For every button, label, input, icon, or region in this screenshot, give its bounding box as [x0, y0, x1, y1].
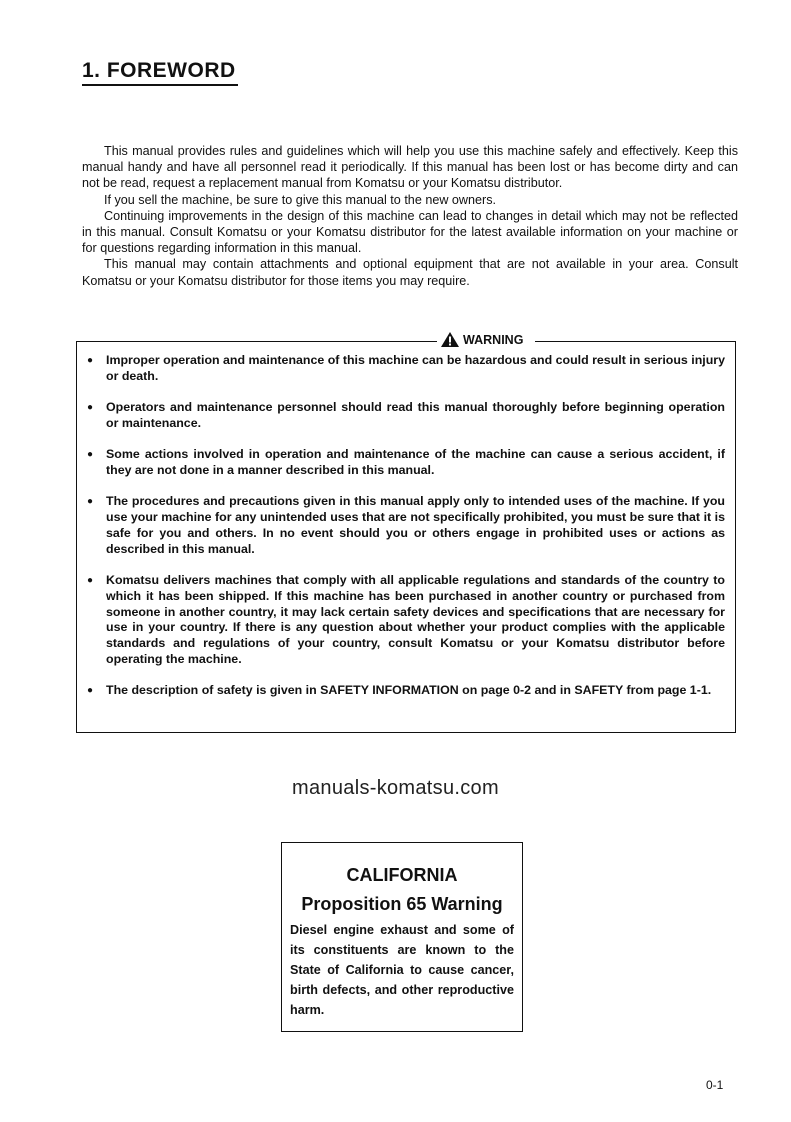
intro-paragraph: This manual provides rules and guidelines which will help you use this machine safely and effectively. Keep this manual handy and have all personnel read it periodically. If this manual has been lost or has become dirty and can not be read, request a replacement manual from Komatsu or your Komatsu distributor. [82, 144, 738, 191]
foreword-intro [82, 143, 738, 289]
prop65-heading: Proposition 65 Warning [301, 894, 503, 914]
california-prop65-box [281, 842, 523, 1032]
list-item: ● Improper operation and maintenance of this machine can be hazardous and could result in serious injury or death. [87, 353, 725, 383]
warning-box [76, 332, 736, 733]
bullet-icon: ● [87, 685, 94, 697]
divider [535, 341, 735, 342]
intro-paragraph: This manual may contain attachments and optional equipment that are not available in your area. Consult Komatsu or your Komatsu distributor for those items you may require. [82, 257, 738, 288]
warning-list [87, 353, 725, 715]
california-heading: CALIFORNIA [346, 865, 458, 885]
list-item: ● The description of safety is given in SAFETY INFORMATION on page 0-2 and in SAFETY from page 1-1. [87, 683, 712, 698]
bullet-icon: ● [87, 402, 94, 414]
divider [77, 341, 437, 342]
list-item: ● Komatsu delivers machines that comply with all applicable regulations and standards of the country to which it has been shipped. If this machine has been purchased in another country or purchased from someone in another country, it may lack certain safety devices and specifications that are necessary for use in your country. If there is any question about whether your product complies with the applicable standards and regulations of your country, consult Komatsu or your Komatsu distributor before operating the machine. [87, 572, 725, 666]
page-title: 1. FOREWORD [82, 58, 238, 86]
bullet-icon: ● [87, 449, 94, 461]
warning-header [439, 332, 525, 347]
intro-paragraph: If you sell the machine, be sure to give this manual to the new owners. [104, 192, 497, 207]
bullet-icon: ● [87, 355, 94, 366]
bullet-icon: ● [87, 496, 94, 508]
bullet-icon: ● [87, 574, 94, 586]
watermark: manuals-komatsu.com [292, 777, 499, 799]
list-item: ● Operators and maintenance personnel should read this manual thoroughly before beginning operation or maintenance. [87, 400, 725, 430]
warning-triangle-icon [441, 332, 459, 347]
intro-paragraph: Continuing improvements in the design of this machine can lead to changes in detail which may not be reflected in this manual. Consult Komatsu or your Komatsu distributor for the latest available information on your machine or for questions regarding information in this manual. [82, 208, 738, 256]
prop65-body: Diesel engine exhaust and some of its constituents are known to the State of California to cause cancer, birth defects, and other reproductive harm. [290, 923, 514, 1017]
warning-label: WARNING [463, 332, 524, 347]
list-item: ● Some actions involved in operation and maintenance of the machine can cause a serious accident, if they are not done in a manner described in this manual. [87, 447, 725, 477]
page-number: 0-1 [706, 1078, 724, 1092]
list-item: ● The procedures and precautions given in this manual apply only to intended uses of the machine. If you use your machine for any unintended uses that are not specifically prohibited, you must be sure that it is safe for you and others. In no event should you or others engage in prohibited uses or actions as described in this manual. [87, 494, 725, 556]
